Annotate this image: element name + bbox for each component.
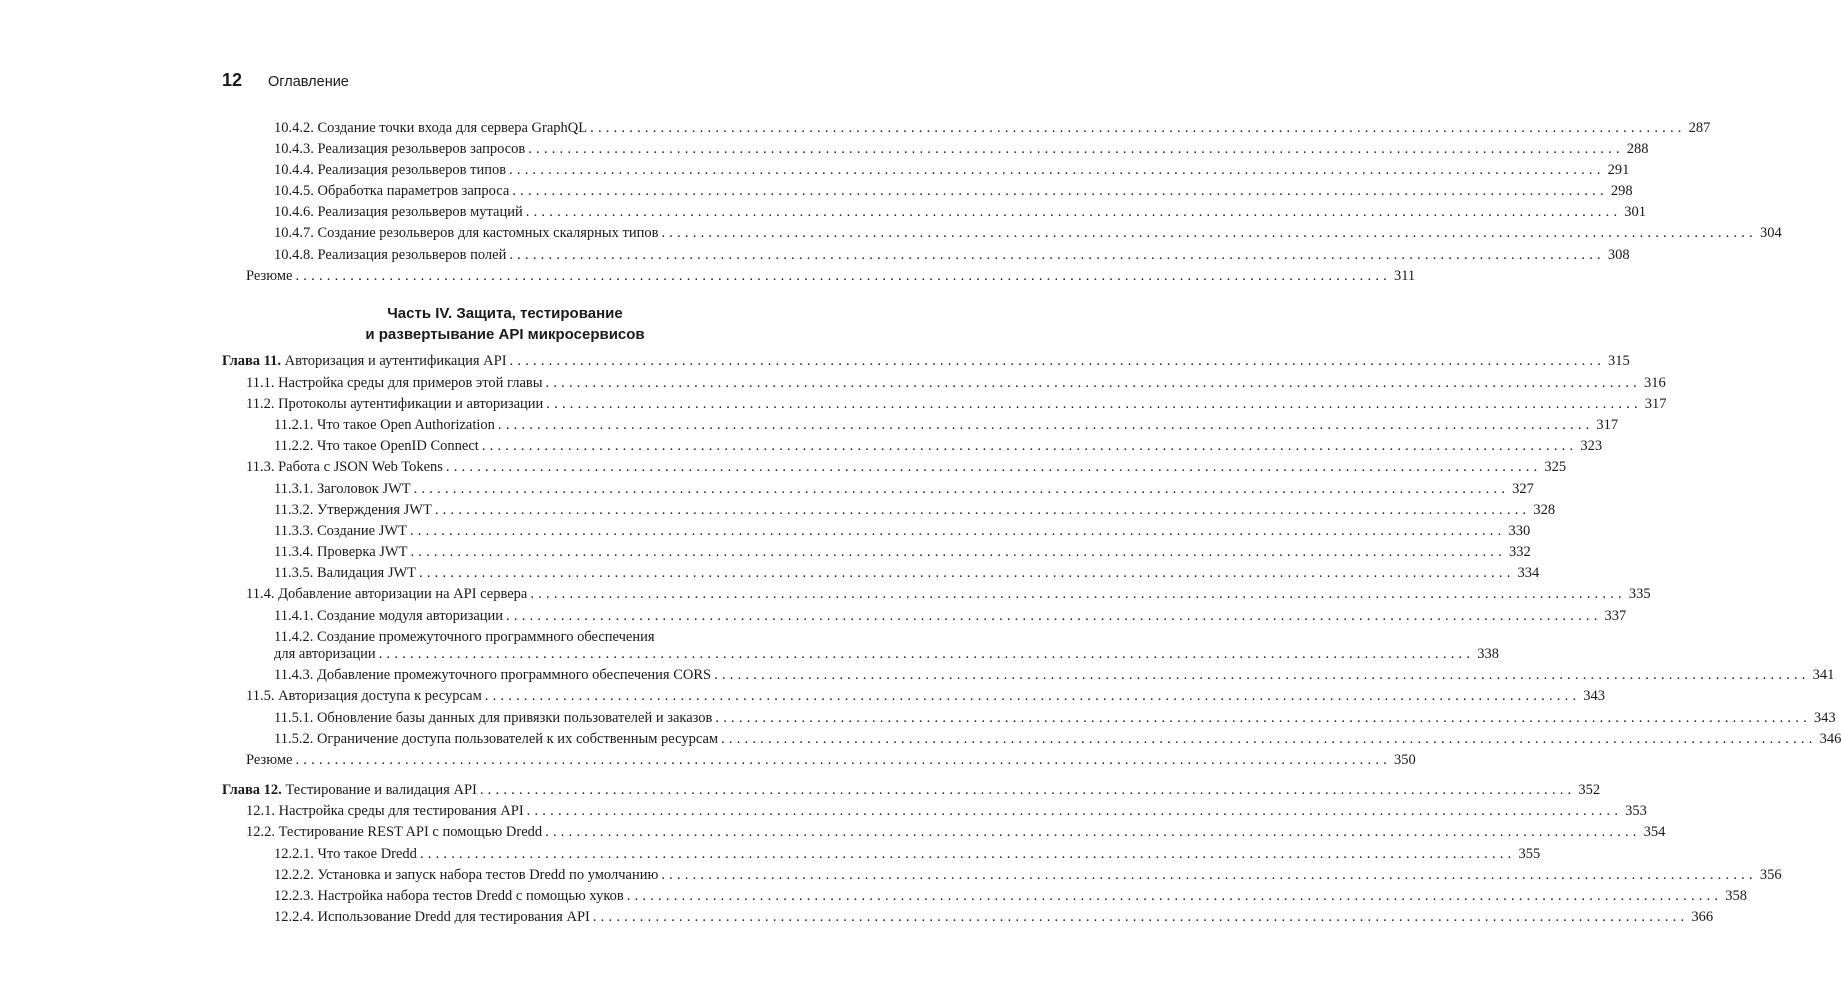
toc-entry-label-line1: 11.4.2. Создание промежуточного программного обеспечения [274,629,655,645]
toc-entry-label: 11.5.2. Ограничение доступа пользователей к их собственным ресурсам [274,731,719,747]
toc-entry [274,708,1836,729]
chapter-page: 352 [1578,782,1601,798]
dot-leader: ............................................................................................................................................ [509,353,1606,369]
toc-entry [274,907,1714,928]
dot-leader: ............................................................................................................................................ [526,803,1623,819]
dot-leader: ............................................................................................................................................ [509,162,1605,178]
dot-leader: ............................................................................................................................................ [479,782,1576,798]
toc-entry-label: 11.2.1. Что такое Open Authorization [274,417,495,433]
toc-entry [246,373,1666,394]
toc-entry [274,436,1603,457]
dot-leader: ............................................................................................................................................ [419,846,1516,862]
chapter-label [222,780,480,801]
dot-leader: ............................................................................................................................................ [419,565,1515,581]
dot-leader: ............................................................................................................................................ [715,710,1811,726]
dot-leader: ............................................................................................................................................ [546,396,1642,412]
toc-entry-label: 11.1. Настройка среды для примеров этой главы [246,375,543,391]
toc-entry-label: 12.2. Тестирование REST API с помощью Dredd [246,824,543,840]
toc-entry-label: 11.3.1. Заголовок JWT [274,481,411,497]
toc-entry-label: 11.3.5. Валидация JWT [274,565,417,581]
toc-entry-page: 328 [1533,502,1556,518]
chapter-12-entry [222,780,1601,801]
toc-entry-page: 317 [1644,396,1667,412]
toc-entry-label: 10.4.2. Создание точки входа для сервера GraphQL [274,120,588,136]
running-title: Оглавление [268,74,349,90]
chapter-prefix: Глава 11. [222,353,282,369]
toc-entry-label: 11.4.1. Создание модуля авторизации [274,608,504,624]
dot-leader: ............................................................................................................................................ [410,544,1506,560]
toc-entry-label: 12.2.1. Что такое Dredd [274,846,417,862]
dot-leader: ............................................................................................................................................ [497,417,1594,433]
toc-entry [274,223,1782,244]
toc-entry [246,457,1567,478]
chapter-11-entry [222,351,1630,372]
dot-leader: ............................................................................................................................................ [378,646,1475,662]
toc-entry-page: 311 [1393,268,1416,284]
toc-entry [246,686,1606,707]
toc-entry-label: 11.3.2. Утверждения JWT [274,502,432,518]
dot-leader: ............................................................................................................................................ [295,268,1391,284]
toc-entry [274,118,1711,139]
dot-leader: ............................................................................................................................................ [545,375,1641,391]
toc-entry-label: 12.1. Настройка среды для тестирования API [246,803,524,819]
dot-leader: ............................................................................................................................................ [661,867,1757,883]
dot-leader: ............................................................................................................................................ [525,204,1622,220]
dot-leader: ............................................................................................................................................ [295,752,1391,768]
toc-entry-label: 11.3.3. Создание JWT [274,523,407,539]
toc-entry-page: 346 [1819,731,1841,747]
toc-entry-label: Резюме [246,268,293,284]
toc-entry-label: 10.4.4. Реализация резольверов типов [274,162,507,178]
toc-entry [274,542,1531,563]
toc-entry-page: 332 [1508,544,1531,560]
toc-entry-label: Резюме [246,752,293,768]
toc-entry-page: 350 [1393,752,1416,768]
toc-entry-page: 334 [1517,565,1540,581]
toc-entry-page: 298 [1610,183,1633,199]
toc-entry-page: 308 [1607,247,1630,263]
toc-entry-page: 301 [1624,204,1647,220]
part-title [0,303,1000,345]
toc-entry [246,822,1666,843]
dot-leader: ............................................................................................................................................ [530,586,1626,602]
toc-entry-page: 304 [1759,225,1782,241]
toc-entry [274,139,1649,160]
dot-leader: ............................................................................................................................................ [512,183,1608,199]
toc-entry [274,844,1541,865]
toc-entry-label: 10.4.5. Обработка параметров запроса [274,183,510,199]
toc-entry [274,729,1841,750]
toc-entry-page: 341 [1812,667,1835,683]
toc-entry-label: 11.3.4. Проверка JWT [274,544,408,560]
dot-leader: ............................................................................................................................................ [661,225,1757,241]
dot-leader: ............................................................................................................................................ [721,731,1817,747]
toc-entry-page: 316 [1644,375,1666,391]
toc-entry [274,160,1630,181]
toc-entry-page: 317 [1596,417,1619,433]
toc-entry-label: 10.4.6. Реализация резольверов мутаций [274,204,523,220]
dot-leader: ............................................................................................................................................ [545,824,1641,840]
toc-entry-page: 354 [1643,824,1666,840]
toc-entry-summary [246,266,1416,287]
toc-entry [274,202,1647,223]
dot-leader: ............................................................................................................................................ [509,247,1605,263]
toc-entry-page: 356 [1759,867,1782,883]
toc-entry [274,181,1633,202]
toc-entry [274,644,1499,665]
toc-entry-page: 287 [1688,120,1711,136]
dot-leader: ............................................................................................................................................ [592,909,1689,925]
dot-leader: ............................................................................................................................................ [626,888,1723,904]
toc-entry-label: 11.5. Авторизация доступа к ресурсам [246,688,482,704]
dot-leader: ............................................................................................................................................ [590,120,1686,136]
toc-entry-page: 291 [1607,162,1630,178]
toc-entry [246,801,1647,822]
toc-entry-page: 325 [1544,459,1567,475]
toc-entry [274,665,1835,686]
toc-entry [274,606,1627,627]
dot-leader: ............................................................................................................................................ [506,608,1602,624]
toc-entry [274,500,1556,521]
toc-entry-label: 11.4.3. Добавление промежуточного программного обеспечения CORS [274,667,712,683]
dot-leader: ............................................................................................................................................ [413,481,1510,497]
dot-leader: ............................................................................................................................................ [528,141,1624,157]
chapter-prefix: Глава 12. [222,782,282,798]
toc-entry [274,415,1619,436]
toc-entry-label: 11.2.2. Что такое OpenID Connect [274,438,479,454]
toc-entry-page: 330 [1508,523,1531,539]
toc-entry-label: 11.5.1. Обновление базы данных для привязки пользователей и заказов [274,710,713,726]
toc-entry-page: 288 [1626,141,1649,157]
dot-leader: ............................................................................................................................................ [484,688,1581,704]
toc-entry [274,245,1630,266]
toc-entry-label: 11.2. Протоколы аутентификации и авторизации [246,396,544,412]
toc-entry-label: 12.2.3. Настройка набора тестов Dredd с помощью хуков [274,888,624,904]
toc-entry-page: 353 [1625,803,1647,819]
toc-entry-page: 343 [1583,688,1606,704]
toc-entry-page: 338 [1477,646,1499,662]
toc-entry-page: 343 [1813,710,1836,726]
chapter-title: Авторизация и аутентификация API [284,353,507,369]
toc-entry-label: 10.4.3. Реализация резольверов запросов [274,141,526,157]
page-header [222,70,349,94]
toc-entry [274,563,1540,584]
part-title-line2: и развертывание API микросервисов [365,326,645,343]
toc-entry-page: 327 [1512,481,1534,497]
toc-entry-label: 10.4.7. Создание резольверов для кастомных скалярных типов [274,225,659,241]
chapter-title: Тестирование и валидация API [285,782,477,798]
toc-entry [246,394,1667,415]
chapter-page: 315 [1608,353,1630,369]
toc-entry-label: 12.2.2. Установка и запуск набора тестов Dredd по умолчанию [274,867,659,883]
toc-entry-label: 11.4. Добавление авторизации на API сервера [246,586,528,602]
toc-entry-label: 11.3. Работа с JSON Web Tokens [246,459,443,475]
dot-leader: ............................................................................................................................................ [481,438,1578,454]
toc-entry [246,584,1651,605]
toc-entry-page: 366 [1691,909,1714,925]
toc-entry [274,865,1782,886]
dot-leader: ............................................................................................................................................ [714,667,1810,683]
toc-entry [274,886,1747,907]
dot-leader: ............................................................................................................................................ [409,523,1506,539]
toc-entry [274,479,1534,500]
dot-leader: ............................................................................................................................................ [445,459,1542,475]
toc-entry-summary [246,750,1416,771]
toc-entry-page: 337 [1604,608,1627,624]
toc-entry-label: 12.2.4. Использование Dredd для тестирования API [274,909,590,925]
toc-entry-page: 358 [1725,888,1747,904]
toc-entry-label: для авторизации [274,646,376,662]
dot-leader: ............................................................................................................................................ [434,502,1531,518]
toc-entry-page: 335 [1628,586,1651,602]
toc-entry-page: 323 [1580,438,1603,454]
toc-entry-page: 355 [1518,846,1541,862]
page-number: 12 [222,70,243,90]
part-title-line1: Часть IV. Защита, тестирование [387,305,623,322]
toc-entry-label: 10.4.8. Реализация резольверов полей [274,247,507,263]
chapter-label [222,351,510,372]
toc-entry [274,521,1531,542]
